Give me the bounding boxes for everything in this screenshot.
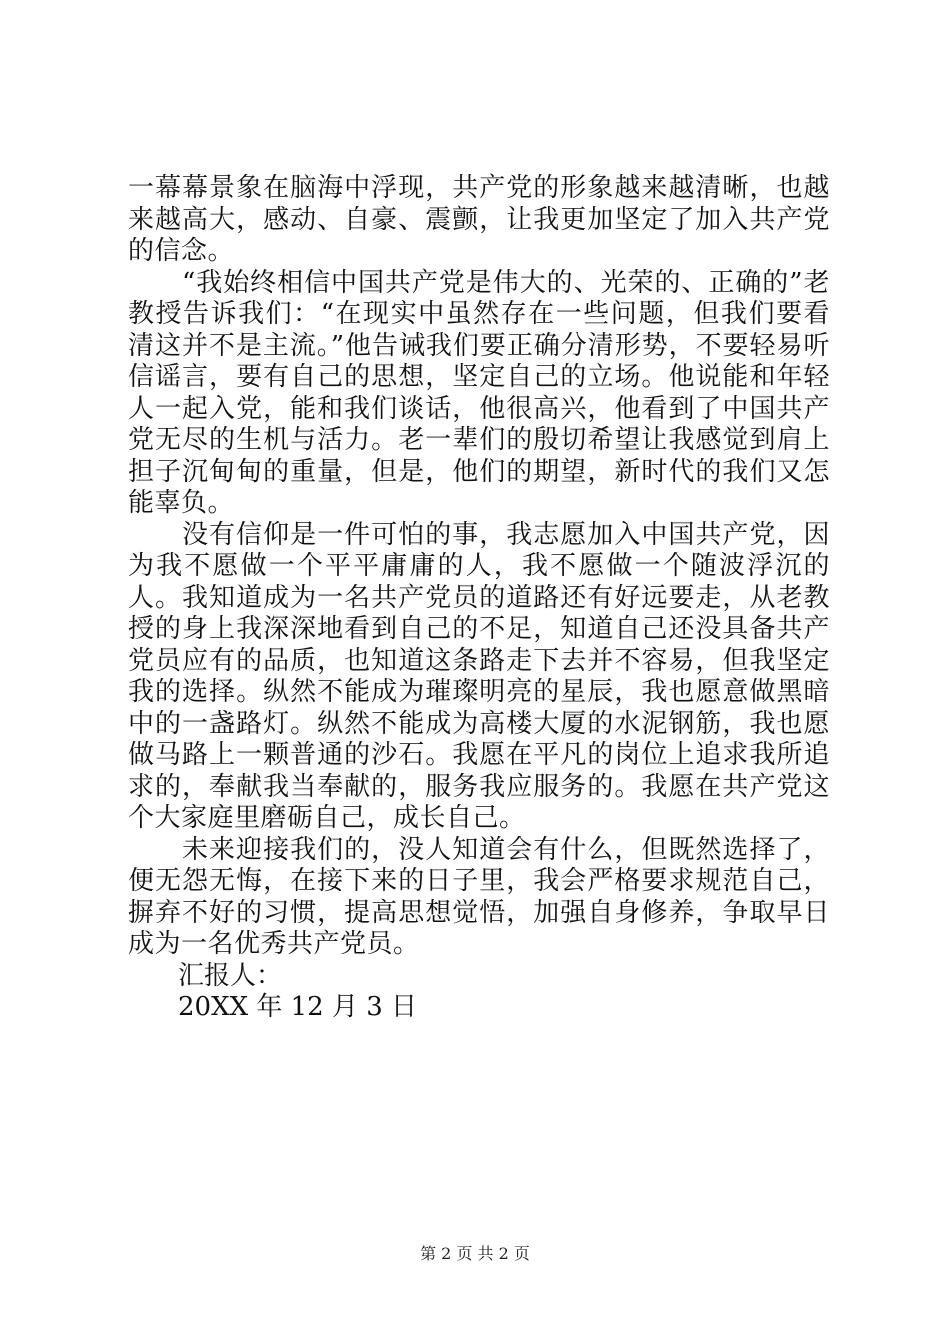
paragraph-4: 未来迎接我们的，没人知道会有什么，但既然选择了，便无怨无悔，在接下来的日子里，我会严格要求规范自己，摒弃不好的习惯，提高思想觉悟，加强自身修养，争取早日成为一名优秀共产党员。 xyxy=(128,834,830,959)
report-date: 20XX 年 12 月 3 日 xyxy=(178,992,418,1022)
paragraph-3: 没有信仰是一件可怕的事，我志愿加入中国共产党，因为我不愿做一个平平庸庸的人，我不愿做一个随波浮沉的人。我知道成为一名共产党员的道路还有好远要走，从老教授的身上我深深地看到自己的不足，知道自己还没具备共产党员应有的品质，也知道这条路走下去并不容易，但我坚定我的选择。纵然不能成为璀璨明亮的星辰，我也愿意做黑暗中的一盏路灯。纵然不能成为高楼大厦的水泥钢筋，我也愿做马路上一颗普通的沙石。我愿在平凡的岗位上追求我所追求的，奉献我当奉献的，服务我应服务的。我愿在共产党这个大家庭里磨砺自己，成长自己。 xyxy=(128,519,830,833)
document-body xyxy=(128,173,830,1024)
reporter-label: 汇报人： xyxy=(178,960,283,991)
paragraph-1: 一幕幕景象在脑海中浮现，共产党的形象越来越清晰，也越来越高大，感动、自豪、震颤，让我更加坚定了加入共产党的信念。 xyxy=(128,173,830,266)
page-number-footer: 第 2 页 共 2 页 xyxy=(420,1244,530,1263)
paragraph-2: “我始终相信中国共产党是伟大的、光荣的、正确的”老教授告诉我们：“在现实中虽然存在一些问题，但我们要看清这并不是主流。”他告诫我们要正确分清形势，不要轻易听信谣言，要有自己的思想，坚定自己的立场。他说能和年轻人一起入党，能和我们谈话，他很高兴，他看到了中国共产党无尽的生机与活力。老一辈们的殷切希望让我感觉到肩上担子沉甸甸的重量，但是，他们的期望，新时代的我们又怎能辜负。 xyxy=(128,267,830,518)
